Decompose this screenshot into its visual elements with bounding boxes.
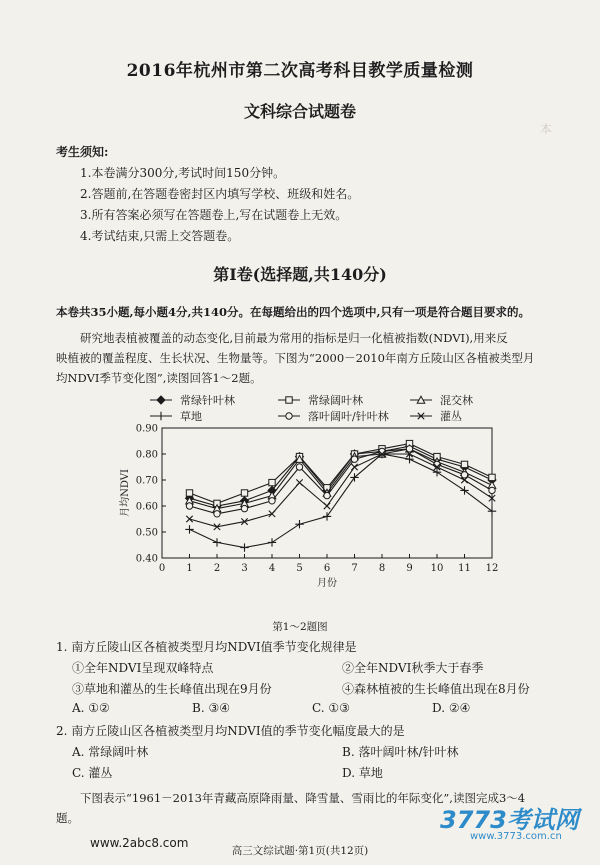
q1-option: C. ①③ (312, 701, 350, 715)
data-point (269, 479, 275, 485)
q1-option: A. ①② (72, 701, 110, 715)
q2-option: C. 灌丛 (72, 766, 113, 780)
series-line (190, 444, 493, 504)
legend-item (410, 409, 462, 423)
section-title: 第Ⅰ卷(选择题,共140分) (213, 265, 387, 284)
x-tick-label: 8 (378, 563, 386, 574)
watermark-url: www.3773.com.cn (470, 831, 562, 842)
series-1 (186, 442, 497, 510)
legend-item (410, 393, 473, 407)
legend-item (150, 393, 235, 407)
notice-item: 4.考试结束,只需上交答题卷。 (80, 229, 240, 243)
question-2-stem: 2. 南方丘陵山区各植被类型月均NDVI值的季节变化幅度最大的是 (56, 724, 405, 738)
q1-statement: ①全年NDVI呈现双峰特点 (72, 661, 214, 675)
q2-option: A. 常绿阔叶林 (72, 745, 149, 759)
section-intro: 本卷共35小题,每小题4分,共140分。在每题给出的四个选项中,只有一项是符合题目要求的。 (56, 305, 531, 319)
data-point (460, 486, 468, 494)
data-point (324, 492, 330, 498)
x-tick-label: 11 (458, 563, 471, 574)
data-point (351, 456, 357, 462)
data-point (186, 490, 192, 496)
legend-marker (157, 412, 165, 420)
data-point (351, 464, 357, 470)
x-tick-label: 5 (296, 563, 303, 574)
data-point (213, 538, 221, 546)
paragraph-line: 研究地表植被覆盖的动态变化,目前最为常用的指标是归一化植被指数(NDVI),用来反 (80, 331, 508, 345)
data-point (269, 511, 275, 517)
notice-item: 2.答题前,在答题卷密封区内填写学校、班级和姓名。 (80, 187, 360, 201)
data-point (296, 479, 302, 485)
chart-axes (118, 424, 498, 590)
paragraph-line: 均NDVI季节变化图”,读图回答1～2题。 (56, 371, 262, 385)
chart-legend (150, 393, 473, 423)
data-point (489, 487, 495, 493)
figure-caption: 第1～2题图 (272, 621, 328, 633)
series-4 (185, 450, 496, 552)
series-line (190, 449, 493, 514)
q1-option: B. ③④ (192, 701, 230, 715)
x-tick-label: 12 (485, 563, 499, 574)
series-3 (186, 445, 496, 512)
data-point (186, 516, 192, 522)
q1-statement: ③草地和灌丛的生长峰值出现在9月份 (72, 682, 272, 696)
data-point (488, 507, 496, 515)
y-tick-label: 0.60 (135, 501, 158, 513)
q1-statement: ②全年NDVI秋季大于春季 (342, 661, 484, 675)
legend-marker (286, 397, 292, 403)
y-tick-label: 0.50 (135, 527, 158, 539)
data-point (240, 543, 248, 551)
legend-item (150, 409, 202, 423)
exam-subtitle: 文科综合试题卷 (243, 102, 356, 121)
notice-heading: 考生须知: (56, 145, 109, 159)
y-tick-label: 0.90 (135, 423, 158, 435)
legend-label: 灌丛 (440, 410, 462, 423)
ndvi-line-chart (100, 388, 510, 598)
page-footer: 高三文综试题·第1页(共12页) (231, 845, 369, 857)
legend-label: 常绿阔叶林 (308, 394, 363, 407)
footer-site: www.2abc8.com (90, 836, 189, 850)
y-axis-label: 月均NDVI (120, 469, 131, 517)
next-paragraph-line: 下图表示“1961－2013年青藏高原降雨量、降雪量、雪雨比的年际变化”,读图完成3～4 (80, 791, 526, 805)
data-point (268, 538, 276, 546)
data-point (185, 525, 193, 533)
legend-item (278, 393, 363, 407)
series-5 (186, 446, 495, 517)
legend-item (278, 409, 389, 423)
question-1-stem: 1. 南方丘陵山区各植被类型月均NDVI值季节变化规律是 (56, 640, 357, 654)
x-tick-label: 7 (351, 563, 358, 574)
legend-marker (157, 396, 165, 404)
data-point (324, 503, 330, 509)
x-tick-label: 4 (268, 563, 276, 574)
data-point (295, 520, 303, 528)
data-point (323, 512, 331, 520)
data-point (296, 464, 302, 470)
y-tick-label: 0.70 (135, 475, 158, 487)
x-axis-label: 月份 (317, 578, 337, 589)
y-tick-label: 0.40 (135, 553, 158, 565)
legend-label: 常绿针叶林 (180, 394, 235, 407)
notice-item: 3.所有答案必须写在答题卷上,写在试题卷上无效。 (80, 208, 348, 222)
q1-statement: ④森林植被的生长峰值出现在8月份 (342, 682, 530, 696)
q2-option: B. 落叶阔叶林/针叶林 (342, 745, 459, 759)
notice-item: 1.本卷满分300分,考试时间150分钟。 (80, 166, 286, 180)
data-point (186, 503, 192, 509)
x-tick-label: 6 (323, 563, 331, 574)
paragraph-line: 映植被的覆盖程度、生长状况、生物量等。下图为“2000－2010年南方丘陵山区各植被类型月 (56, 351, 535, 365)
data-point (489, 474, 495, 480)
data-point (214, 511, 220, 517)
next-paragraph-line: 题。 (56, 811, 79, 825)
q1-option: D. ②④ (432, 701, 471, 715)
x-tick-label: 0 (158, 563, 166, 574)
legend-label: 草地 (180, 410, 202, 423)
legend-label: 混交林 (440, 394, 473, 407)
x-tick-label: 10 (430, 563, 444, 574)
data-point (269, 498, 275, 504)
data-point (241, 490, 247, 496)
watermark-logo: 3773考试网 (440, 806, 579, 834)
x-tick-label: 2 (213, 563, 221, 574)
x-tick-label: 3 (241, 563, 248, 574)
q2-option: D. 草地 (342, 766, 383, 780)
chart-series (185, 440, 496, 551)
x-tick-label: 9 (406, 563, 413, 574)
legend-marker (286, 413, 292, 419)
bleed-through-text: 本 (540, 122, 553, 136)
legend-label: 落叶阔叶/针叶林 (308, 410, 389, 423)
exam-title: 2016年杭州市第二次高考科目教学质量检测 (126, 61, 474, 81)
data-point (241, 505, 247, 511)
data-point (461, 461, 467, 467)
y-tick-label: 0.80 (135, 449, 158, 461)
x-tick-label: 1 (186, 563, 193, 574)
